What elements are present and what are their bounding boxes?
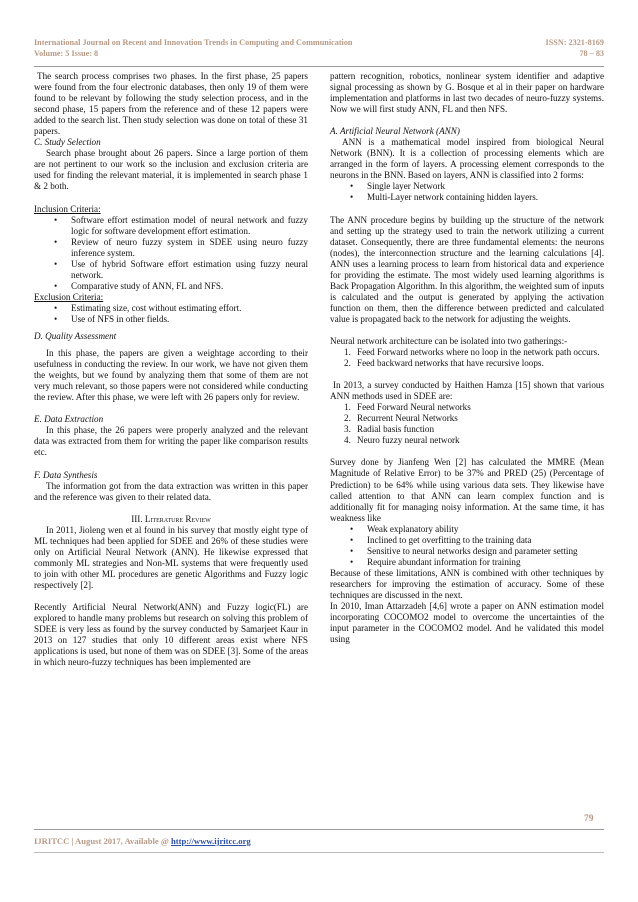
paragraph: The information got from the data extraction was written in this paper and the reference was given to their related data. — [34, 480, 308, 502]
section-heading-ann: A. Artificial Neural Network (ANN) — [330, 126, 460, 137]
list-item: • Comparative study of ANN, FL and NFS. — [34, 281, 308, 292]
list-item: • Require abundant information for training — [330, 557, 604, 568]
exclusion-criteria-title: Exclusion Criteria: — [34, 291, 104, 302]
footer-bottom-divider — [34, 852, 604, 853]
journal-website-link[interactable]: http://www.ijritcc.org — [170, 836, 251, 846]
paragraph: In this phase, the papers are given a weightage according to their usefulness in conducting the review. In our work, we have not given them the weights, but we found by analyzing them that some of them are not very much relevant, so those papers were not considered while conducting the review. After this phase, we were left with 26 papers only for review. — [34, 348, 308, 403]
paragraph: Neural network architecture can be isolated into two gatherings:- — [330, 335, 568, 346]
inclusion-criteria-list — [34, 215, 308, 292]
section-heading-literature-review: III. Literature Review — [131, 513, 211, 524]
ann-methods-list — [330, 402, 604, 446]
paragraph: In 2013, a survey conducted by Haithen Hamza [15] shown that various ANN methods used in SDEE are: — [330, 380, 604, 402]
list-item: • Sensitive to neural networks design and parameter setting — [330, 546, 604, 557]
list-item: • Review of neuro fuzzy system in SDEE using neuro fuzzy inference system. — [34, 237, 308, 259]
journal-title: International Journal on Recent and Innovation Trends in Computing and Communication — [34, 38, 353, 47]
volume-issue: Volume: 5 Issue: 8 — [34, 49, 99, 58]
list-item: 2. Feed backward networks that have recursive loops. — [344, 358, 544, 369]
list-item: • Estimating size, cost without estimating effort. — [34, 303, 308, 314]
paragraph: The search process comprises two phases. In the first phase, 25 papers were found from the four electronic databases, then only 19 of them were found to be relevant by following the study selection process, and in the second phase, 15 papers from the reference and of these 12 papers were added to the search list. Then study selection was done on total of these 31 papers. — [34, 71, 308, 137]
list-item: 3. Radial basis function — [344, 424, 435, 435]
right-column — [330, 71, 604, 645]
paragraph: ANN is a mathematical model inspired from biological Neural Network (BNN). It is a collection of processing elements which are arranged in the form of layers. A processing element corresponds to the neurons in the BNN. Based on layers, ANN is classified into 2 forms: — [330, 137, 604, 181]
list-item: • Single layer Network — [330, 181, 604, 192]
ann-forms-list — [330, 181, 604, 203]
section-heading-quality-assessment: D. Quality Assessment — [34, 331, 117, 342]
list-item: 2. Recurrent Neural Networks — [344, 413, 458, 424]
header-divider — [34, 66, 604, 67]
section-heading-study-selection: C. Study Selection — [34, 137, 101, 148]
list-item: 4. Neuro fuzzy neural network — [344, 435, 460, 446]
list-item: • Weak explanatory ability — [330, 524, 604, 535]
inclusion-criteria-title: Inclusion Criteria: — [34, 203, 101, 214]
footer-divider — [34, 829, 604, 830]
exclusion-criteria-list — [34, 303, 308, 325]
paragraph: Because of these limitations, ANN is combined with other techniques by researchers for improving the estimation of accuracy. Some of these techniques are discussed in the next. — [330, 567, 604, 600]
paragraph: Survey done by Jianfeng Wen [2] has calculated the MMRE (Mean Magnitude of Relative Error) to be 37% and PRED (25) (Percentage of Prediction) to be 64% while using various data sets. They likewise have called attention to that ANN can learn complex function and is additionally fit for managing noisy information. At the same time, it has weakness like — [330, 457, 604, 523]
page-range: 78 – 83 — [579, 49, 604, 58]
left-column — [34, 71, 308, 668]
section-heading-data-synthesis: F. Data Synthesis — [34, 469, 98, 480]
paragraph: In 2011, Jioleng wen et al found in his survey that mostly eight type of ML techniques had been applied for SDEE and 26% of these studies were only on Artificial Neural Network (ANN). He likewise expressed that commonly ML strategies and Non-ML systems that were frequently used to join with other ML procedures are genetic Algorithms and Fuzzy logic respectively [2]. — [34, 524, 308, 590]
section-heading-data-extraction: E. Data Extraction — [34, 414, 104, 425]
page-header — [34, 37, 604, 59]
paragraph: In 2010, Iman Attarzadeh [4,6] wrote a paper on ANN estimation model incorporating COCOMO2 model to overcome the uncertainties of the input parameter in the COCOMO2 model. And he validated this model using — [330, 601, 604, 645]
architecture-list — [330, 347, 604, 369]
list-item: • Multi-Layer network containing hidden layers. — [330, 192, 604, 203]
list-item: • Software effort estimation model of neural network and fuzzy logic for software development effort estimation. — [34, 215, 308, 237]
list-item: • Use of hybrid Software effort estimation using fuzzy neural network. — [34, 259, 308, 281]
footer-text: IJRITCC | August 2017, Available @ — [34, 836, 171, 846]
ann-weakness-list — [330, 524, 604, 568]
page-number: 79 — [584, 814, 594, 824]
paragraph: Search phase brought about 26 papers. Since a large portion of them are not pertinent to our work so the inclusion and exclusion criteria are used for finding the relevant material, it is implemented in search phase 1 & 2 both. — [34, 148, 308, 192]
issn: ISSN: 2321-8169 — [545, 38, 604, 47]
paragraph: pattern recognition, robotics, nonlinear system identifier and adaptive signal processing as shown by G. Bosque et al in their paper on hardware implementation and platforms in last two decades of neuro-fuzzy systems. Now we will first study ANN, FL and then NFS. — [330, 71, 604, 115]
list-item: • Inclined to get overfitting to the training data — [330, 535, 604, 546]
list-item: 1. Feed Forward Neural networks — [344, 402, 471, 413]
paragraph: The ANN procedure begins by building up the structure of the network and setting up the strategy used to train the network utilizing a current dataset. Consequently, there are three fundamental elements: the neurons (nodes), the interconnection structure and the learning calculations [4]. ANN uses a learning process to learn from historical data and experience for providing the estimate. The most widely used learning algorithms is Back Propagation Algorithm. In this algorithm, the weighted sum of inputs is calculated and the output is generated by applying the activation function on them, then the difference between predicted and calculated value is propagated back to the network for adjusting the weights. — [330, 214, 604, 324]
list-item: 1. Feed Forward networks where no loop in the network path occurs. — [344, 347, 600, 358]
paragraph: Recently Artificial Neural Network(ANN) and Fuzzy logic(FL) are explored to handle many problems but research on solving this problem of SDEE is very less as found by the survey conducted by Samarjeet Kaur in 2013 on 127 studies that only 10 different areas exist where NFS applications is used, but none of them was on SDEE [3]. Some of the areas in which neuro-fuzzy techniques has been implemented are — [34, 601, 308, 668]
page-footer — [34, 836, 251, 846]
list-item: • Use of NFS in other fields. — [34, 314, 308, 325]
paragraph: In this phase, the 26 papers were properly analyzed and the relevant data was extracted from them for writing the paper like comparison results etc. — [34, 425, 308, 458]
